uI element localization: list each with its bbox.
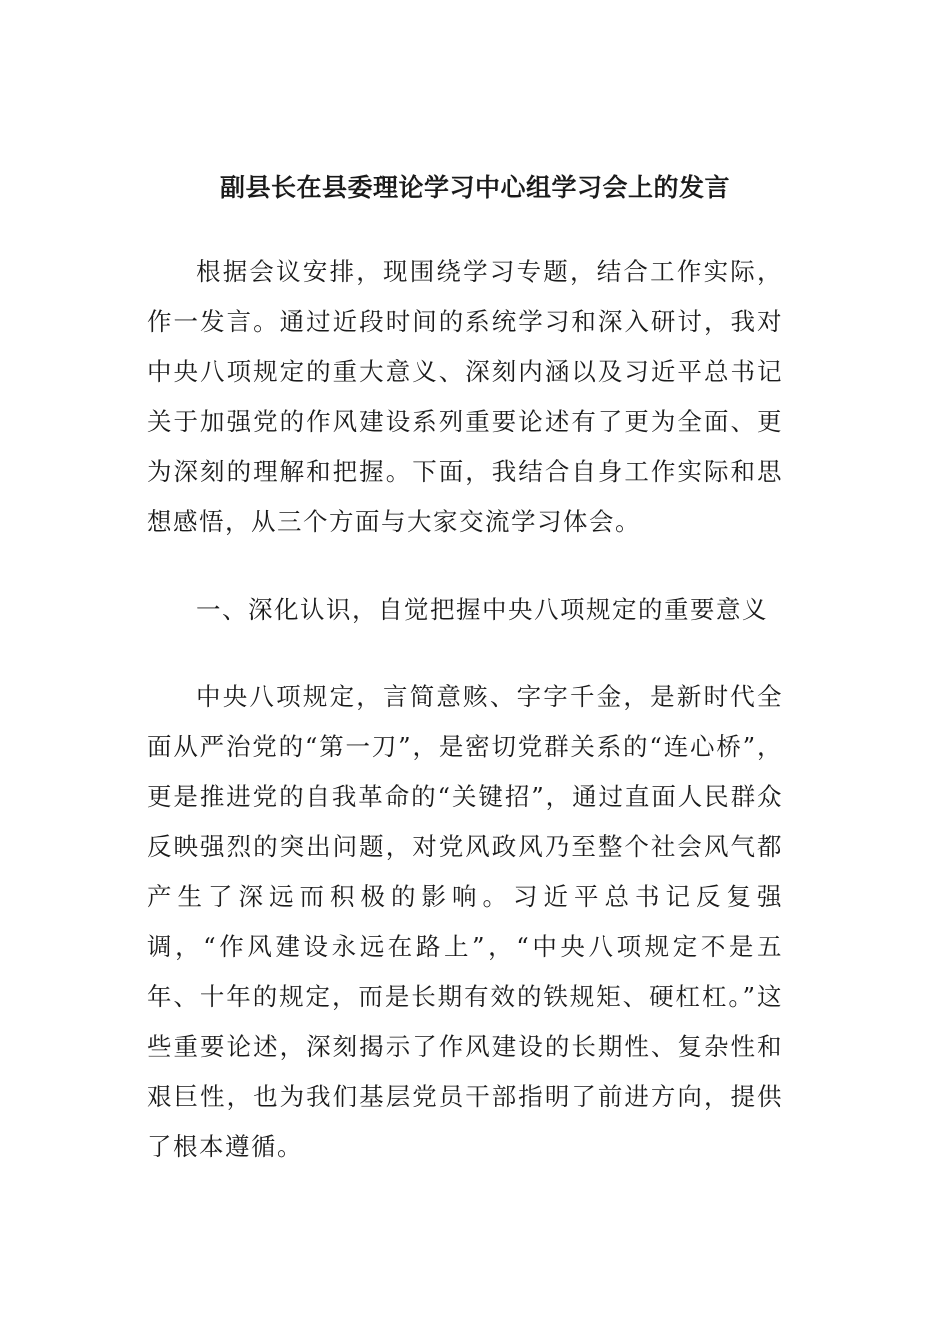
document-title: 副县长在县委理论学习中心组学习会上的发言 bbox=[219, 173, 730, 202]
intro-paragraph: 根据会议安排，现围绕学习专题，结合工作实际，作一发言。通过近段时间的系统学习和深入研讨，我对中央八项规定的重大意义、深刻内涵以及习近平总书记关于加强党的作风建设系列重要论述有了更为全面、更为深刻的理解和把握。下面，我结合自身工作实际和思想感悟，从三个方面与大家交流学习体会。 bbox=[147, 257, 783, 536]
body-paragraph: 中央八项规定，言简意赅、字字千金，是新时代全面从严治党的“第一刀”，是密切党群关系的“连心桥”，更是推进党的自我革命的“关键招”，通过直面人民群众反映强烈的突出问题，对党风政风乃至整个社会风气都产生了深远而积极的影响。习近平总书记反复强调，“作风建设永远在路上”，“中央八项规定不是五年、十年的规定，而是长期有效的铁规矩、硬杠杠。”这些重要论述，深刻揭示了作风建设的长期性、复杂性和艰巨性，也为我们基层党员干部指明了前进方向，提供了根本遵循。 bbox=[147, 682, 783, 1161]
section-heading: 一、深化认识，自觉把握中央八项规定的重要意义 bbox=[196, 595, 768, 624]
